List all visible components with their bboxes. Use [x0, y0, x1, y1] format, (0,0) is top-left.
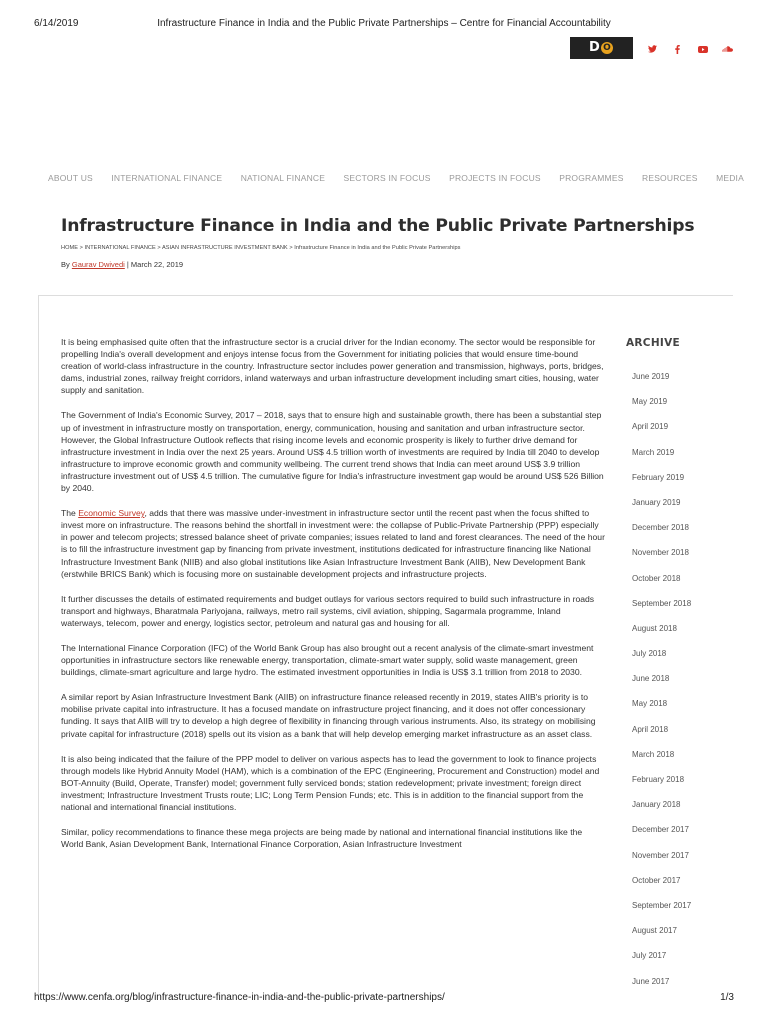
archive-link[interactable]: June 2019: [632, 372, 670, 381]
nav-item-sectors-in-focus[interactable]: SECTORS IN FOCUS: [343, 173, 431, 183]
soundcloud-icon[interactable]: [715, 42, 740, 56]
paragraph: The Government of India's Economic Survey, 2017 – 2018, says that to ensure high and sustainable growth, there has been a substantial step up of investment in infrastructure mostly on transportation, energy, communication, housing and sanitation and urban infrastructure sector. However, the Global Infrastructure Outlook reflects that rising income levels and economic prosperity is likely to further drive demand for infrastructure investment in India over the next 25 years. Around US$ 4.5 trillion worth of investments are required by India till 2040 to develop infrastructure to improve economic growth and community wellbeing. The current trend shows that India can meet around US$ 3.9 trillion infrastructure investment out of US$ 4.5 trillion. The cumulative figure for India's infrastructure investment gap would be around US$ 526 Billion by 2040.: [61, 410, 604, 494]
paragraph: It further discusses the details of estimated requirements and budget outlays for various sectors required to build such infrastructure in roads transport and highways, Bharatmala Pariyojana, railways, metro rail systems, civil aviation, shipping, Sagarmala programme, Inland waterways, telecom, power and energy, logistics sector, petroleum and natural gas and housing for all.: [61, 593, 595, 628]
youtube-icon[interactable]: [690, 42, 715, 56]
archive-link[interactable]: March 2019: [632, 447, 675, 457]
article-title: Infrastructure Finance in India and the Public Private Partnerships: [61, 216, 695, 236]
paragraph: The International Finance Corporation (IFC) of the World Bank Group has also brought out a recent analysis of the climate-smart investment opportunities in infrastructure sectors like renewable energy, transportation, climate-smart water supply, solid waste management, green buildings, climate-smart agriculture and large hydro. The estimated investment opportunities in India is US$ 3.1 trillion from 2018 to 2030.: [61, 642, 594, 678]
archive-link[interactable]: January 2018: [632, 800, 681, 810]
paragraph: [61, 507, 605, 580]
archive-link[interactable]: April 2018: [632, 724, 669, 734]
print-page-title: Infrastructure Finance in India and the Public Private Partnerships – Centre for Financial Accountability: [157, 18, 611, 29]
nav-item-about-us[interactable]: ABOUT US: [48, 173, 93, 183]
paragraph: It is also being indicated that the failure of the PPP model to deliver on various aspects has to lead the government to look to finance projects through models like Hybrid Annuity Model (HAM), which is a combination of the EPC (Engineering, Procurement and Construction) model and BOT-Annuity (Build, Operate, Transfer) model; government fully serviced bonds; station redevelopment; private investment; foreign direct investment; Infrastructure Investment Trusts route; LIC; Long Term Pension Funds; etc. This is in addition to the financial support from the national and international financial institutions.: [61, 753, 600, 812]
archive-link[interactable]: July 2017: [632, 951, 667, 961]
archive-link[interactable]: December 2018: [632, 523, 689, 533]
breadcrumb[interactable]: HOME > INTERNATIONAL FINANCE > ASIAN INFRASTRUCTURE INVESTMENT BANK > Infrastructure Finance in India and the Public Private Partnerships: [61, 245, 461, 251]
twitter-icon[interactable]: [640, 42, 665, 56]
byline: [61, 260, 183, 269]
nav-item-resources[interactable]: RESOURCES: [641, 173, 698, 183]
archive-link[interactable]: August 2018: [632, 623, 677, 633]
author-link[interactable]: Gaurav Dwivedi: [71, 260, 125, 269]
archive-link[interactable]: May 2018: [632, 699, 668, 709]
print-header: [34, 18, 734, 32]
post-date: | March 22, 2019: [126, 260, 184, 269]
archive-link[interactable]: September 2017: [632, 900, 692, 910]
print-date: 6/14/2019: [34, 18, 79, 29]
archive-link[interactable]: June 2017: [632, 976, 670, 986]
archive-link[interactable]: August 2017: [632, 926, 677, 936]
archive-link[interactable]: May 2019: [632, 397, 668, 407]
nav-item-projects-in-focus[interactable]: PROJECTS IN FOCUS: [449, 173, 541, 183]
economic-survey-link[interactable]: Economic Survey: [78, 508, 145, 519]
social-links: [640, 42, 740, 56]
nav-item-international-finance[interactable]: INTERNATIONAL FINANCE: [111, 173, 223, 183]
paragraph-text: The: [61, 508, 76, 519]
archive-link[interactable]: July 2018: [632, 649, 667, 659]
donate-coin-icon: O: [601, 42, 613, 54]
archive-link[interactable]: January 2019: [632, 497, 681, 507]
print-footer: [34, 992, 734, 1006]
byline-prefix: By: [61, 260, 70, 269]
paragraph: Similar, policy recommendations to finance these mega projects are being made by national and international financial institutions like the World Bank, Asian Development Bank, International Finance Corporation, Asian Infrastructure Investment: [61, 827, 583, 850]
archive-link[interactable]: December 2017: [632, 825, 689, 835]
nav-item-media[interactable]: MEDIA: [716, 173, 744, 183]
archive-link[interactable]: October 2018: [632, 573, 681, 583]
main-nav: [48, 173, 744, 187]
archive-link[interactable]: November 2017: [632, 850, 689, 860]
paragraph: It is being emphasised quite often that the infrastructure sector is a crucial driver for the Indian economy. The sector would be responsible for propelling India's overall development and enjoys intense focus from the Government for initiating policies that would ensure time-bound creation of world-class infrastructure in the country. Infrastructure sector includes power generation and transmission, highways, ports, bridges, dams, industrial zones, railway freight corridors, inland waterways and urban infrastructure development including smart cities, housing, water supply and sanitation.: [61, 337, 604, 396]
archive-link[interactable]: February 2019: [632, 472, 685, 482]
content-left-border: [38, 295, 39, 995]
print-page-number: 1/3: [720, 992, 734, 1003]
paragraph-text: , adds that there was massive under-investment in infrastructure sector until the recent past when the focus shifted to invest more on infrastructure. The reasons behind the shortfall in investment were: the collapse of Public-Private Partnership (PPP) especially in power and telecom projects; stressed balance sheet of private companies; issues related to land and forest clearances. The need of the hour is to fill the infrastructure investment gap by financing from private investment, institutions dedicated for infrastructure financing like National Infrastructure Investment Bank (NIIB) and also global institutions like Asian Infrastructure Investment Bank (AIIB), New Development Bank (erstwhile BRICS Bank) which is focusing more on sustainable development projects and infrastructure projects.: [61, 508, 605, 579]
archive-link[interactable]: March 2018: [632, 749, 675, 759]
content-divider: [38, 295, 733, 296]
archive-link[interactable]: April 2019: [632, 422, 669, 432]
facebook-icon[interactable]: [665, 42, 690, 56]
archive-link[interactable]: November 2018: [632, 548, 689, 558]
archive-link[interactable]: September 2018: [632, 598, 692, 608]
archive-list: [632, 372, 691, 1002]
archive-link[interactable]: February 2018: [632, 775, 685, 784]
donate-label-start: D: [588, 40, 601, 55]
article-body: [61, 336, 605, 863]
archive-link[interactable]: June 2018: [632, 674, 670, 684]
donate-label-end: NATE: [582, 62, 621, 77]
paragraph: A similar report by Asian Infrastructure Investment Bank (AIIB) on infrastructure finance released recently in 2019, states AIIB's priority is to mobilise private capital into infrastructure. It has a focused mandate on infrastructure project financing, and it does not offer concessionary funding. It says that AIIB will try to develop a high degree of flexibility in financing through various instruments. Also, its strategy on mobilising private capital for infrastructure (2018) spells out its vision as a bank that will help develop emerging market infrastructure as an asset class.: [61, 692, 596, 739]
archive-heading: ARCHIVE: [626, 337, 681, 349]
nav-item-programmes[interactable]: PROGRAMMES: [559, 173, 624, 183]
archive-link[interactable]: October 2017: [632, 875, 681, 885]
nav-item-national-finance[interactable]: NATIONAL FINANCE: [240, 173, 326, 183]
donate-button[interactable]: [570, 37, 633, 77]
print-url: https://www.cenfa.org/blog/infrastructure-finance-in-india-and-the-public-private-partnerships/: [34, 992, 445, 1003]
